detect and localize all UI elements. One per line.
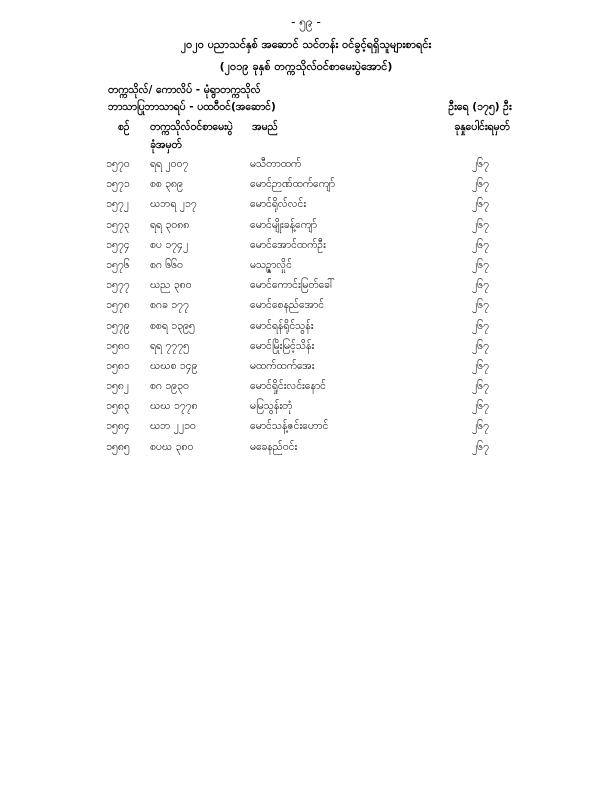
row-number: ၁၅၈၁ — [106, 359, 130, 372]
row-number: ၁၅၇၁ — [106, 178, 130, 191]
university-label: တက္ကသိုလ်/ ကောလိပ် - မုံရွာတက္ကသိုလ် — [108, 84, 261, 96]
row-name: မောင်ရှိုင်းလင်းနောင် — [250, 380, 326, 393]
table-row — [0, 158, 612, 178]
page-number: - ၅၉ - — [291, 15, 321, 29]
row-number: ၁၅၇၈ — [106, 299, 130, 312]
row-registration: ရရ ၇၇၇၅ — [150, 339, 190, 352]
row-number: ၁၅၇၀ — [106, 158, 130, 170]
column-header-seat: ခုနှုပေါင်းရမှတ် — [454, 121, 510, 133]
row-registration: စဂ ၆၆၀ — [150, 258, 183, 271]
row-seat: ၂၆၇ — [472, 198, 489, 211]
subject-label: ဘာသာပြုဘာသာရပ် - ပထဝီဝင်(အဆောင်) — [108, 101, 276, 113]
row-name: မောင်ဉာဏ်ထက်ကျော် — [250, 178, 335, 191]
row-number: ၁၅၇၆ — [106, 258, 130, 271]
row-registration: ရရ ၂၀၀၇ — [150, 158, 189, 170]
row-name: မသီတာထက် — [250, 158, 302, 170]
row-seat: ၂၆၇ — [472, 400, 489, 413]
page-title: ၂၀၂၀ ပညာသင်နှစ် အဆောင် သင်တန်း ဝင်ခွင့်ရရှိသူများစာရင်း — [180, 38, 432, 51]
table-row — [0, 400, 612, 420]
column-header-registration: တက္ကသိုလ်ဝင်စာမေးပွဲ — [150, 121, 233, 133]
results-table — [0, 158, 612, 461]
row-number: ၁၅၇၄ — [106, 238, 130, 251]
row-registration: စပဃ ၃၈၀ — [150, 440, 194, 453]
row-name: မောင်မျိုးခန့်ကျော် — [250, 218, 317, 231]
column-header-registration-2: ခုံအမှတ် — [150, 139, 182, 151]
table-row — [0, 380, 612, 400]
column-header-name: အမည် — [252, 121, 278, 133]
table-row — [0, 259, 612, 279]
row-number: ၁၅၈၂ — [106, 380, 129, 393]
row-number: ၁၅၈၀ — [106, 339, 130, 352]
table-row — [0, 441, 612, 461]
row-registration: ဃဘ ၂၂၁၀ — [150, 420, 196, 433]
row-seat: ၂၆၇ — [472, 258, 489, 271]
table-row — [0, 219, 612, 239]
table-row — [0, 178, 612, 198]
row-registration: ရရ ၃၀၈၈ — [150, 218, 190, 231]
row-number: ၁၅၇၇ — [106, 279, 130, 292]
row-registration: စဂ ၁၉၃၀ — [150, 380, 189, 393]
row-number: ၁၅၈၄ — [106, 420, 130, 433]
row-registration: ဃဃ ၁၇၇၈ — [150, 400, 198, 413]
row-number: ၁၅၈၅ — [106, 440, 130, 453]
row-seat: ၂၆၇ — [472, 319, 489, 332]
row-name: မောင်မြိုးမြင့်သိန်း — [250, 339, 315, 352]
table-row — [0, 340, 612, 360]
table-row — [0, 320, 612, 340]
row-name: မခေနည်ဝင်း — [250, 440, 298, 453]
row-name: မောင်သန့်ဇင်းဟောင် — [250, 420, 329, 433]
page-subtitle: (၂၀၁၉ ခုနှစ် တက္ကသိုလ်ဝင်စာမေးပွဲအောင်) — [219, 60, 393, 73]
row-registration: စစ ၃၈၉ — [150, 178, 183, 191]
row-registration: ဃည ၃၈၀ — [150, 279, 192, 292]
row-seat: ၂၆၇ — [472, 359, 489, 372]
row-registration: စပ ၁၇၄၂ — [150, 238, 189, 251]
seat-summary: ဦးရေ (၁၇၅) ဦး — [448, 101, 512, 113]
row-number: ၁၅၇၃ — [106, 218, 130, 231]
row-seat: ၂၆၇ — [472, 420, 489, 433]
table-row — [0, 239, 612, 259]
row-registration: စဂခ ၁၇၇ — [150, 299, 189, 312]
row-seat: ၂၆၇ — [472, 279, 489, 292]
row-name: မထက်ထက်အေး — [250, 359, 315, 372]
row-registration: စစရ ၁၃၉၅ — [150, 319, 195, 332]
row-seat: ၂၆၇ — [472, 339, 489, 352]
row-name: မောင်ရိုလ်လင်း — [250, 198, 307, 211]
row-name: မသဉ္ဇာလှိုင် — [250, 258, 292, 271]
table-row — [0, 420, 612, 440]
row-name: မောင်ရန်ရိုင်သွန်း — [250, 319, 314, 332]
row-seat: ၂၆၇ — [472, 440, 489, 453]
row-number: ၁၅၇၉ — [106, 319, 130, 332]
row-name: မမြသွန်းတုံ — [250, 400, 293, 413]
row-seat: ၂၆၇ — [472, 158, 489, 170]
row-number: ၁၅၈၃ — [106, 400, 130, 413]
table-row — [0, 360, 612, 380]
row-name: မောင်အောင်ထက်ဦး — [250, 238, 326, 251]
row-registration: ဃဃစ ၁၄၉ — [150, 359, 198, 372]
column-header-number: စဉ် — [118, 121, 130, 133]
table-row — [0, 299, 612, 319]
row-seat: ၂၆၇ — [472, 178, 489, 191]
row-seat: ၂၆၇ — [472, 238, 489, 251]
table-row — [0, 198, 612, 218]
table-row — [0, 279, 612, 299]
row-seat: ၂၆၇ — [472, 218, 489, 231]
row-seat: ၂၆၇ — [472, 299, 489, 312]
row-name: မောင်ကောင်းမြတ်ခေါ် — [250, 279, 335, 292]
row-seat: ၂၆၇ — [472, 380, 489, 393]
row-name: မောင်စေနည်အောင် — [250, 299, 325, 312]
row-number: ၁၅၇၂ — [106, 198, 129, 211]
row-registration: ဃဘရ ၂၁၇ — [150, 198, 197, 211]
